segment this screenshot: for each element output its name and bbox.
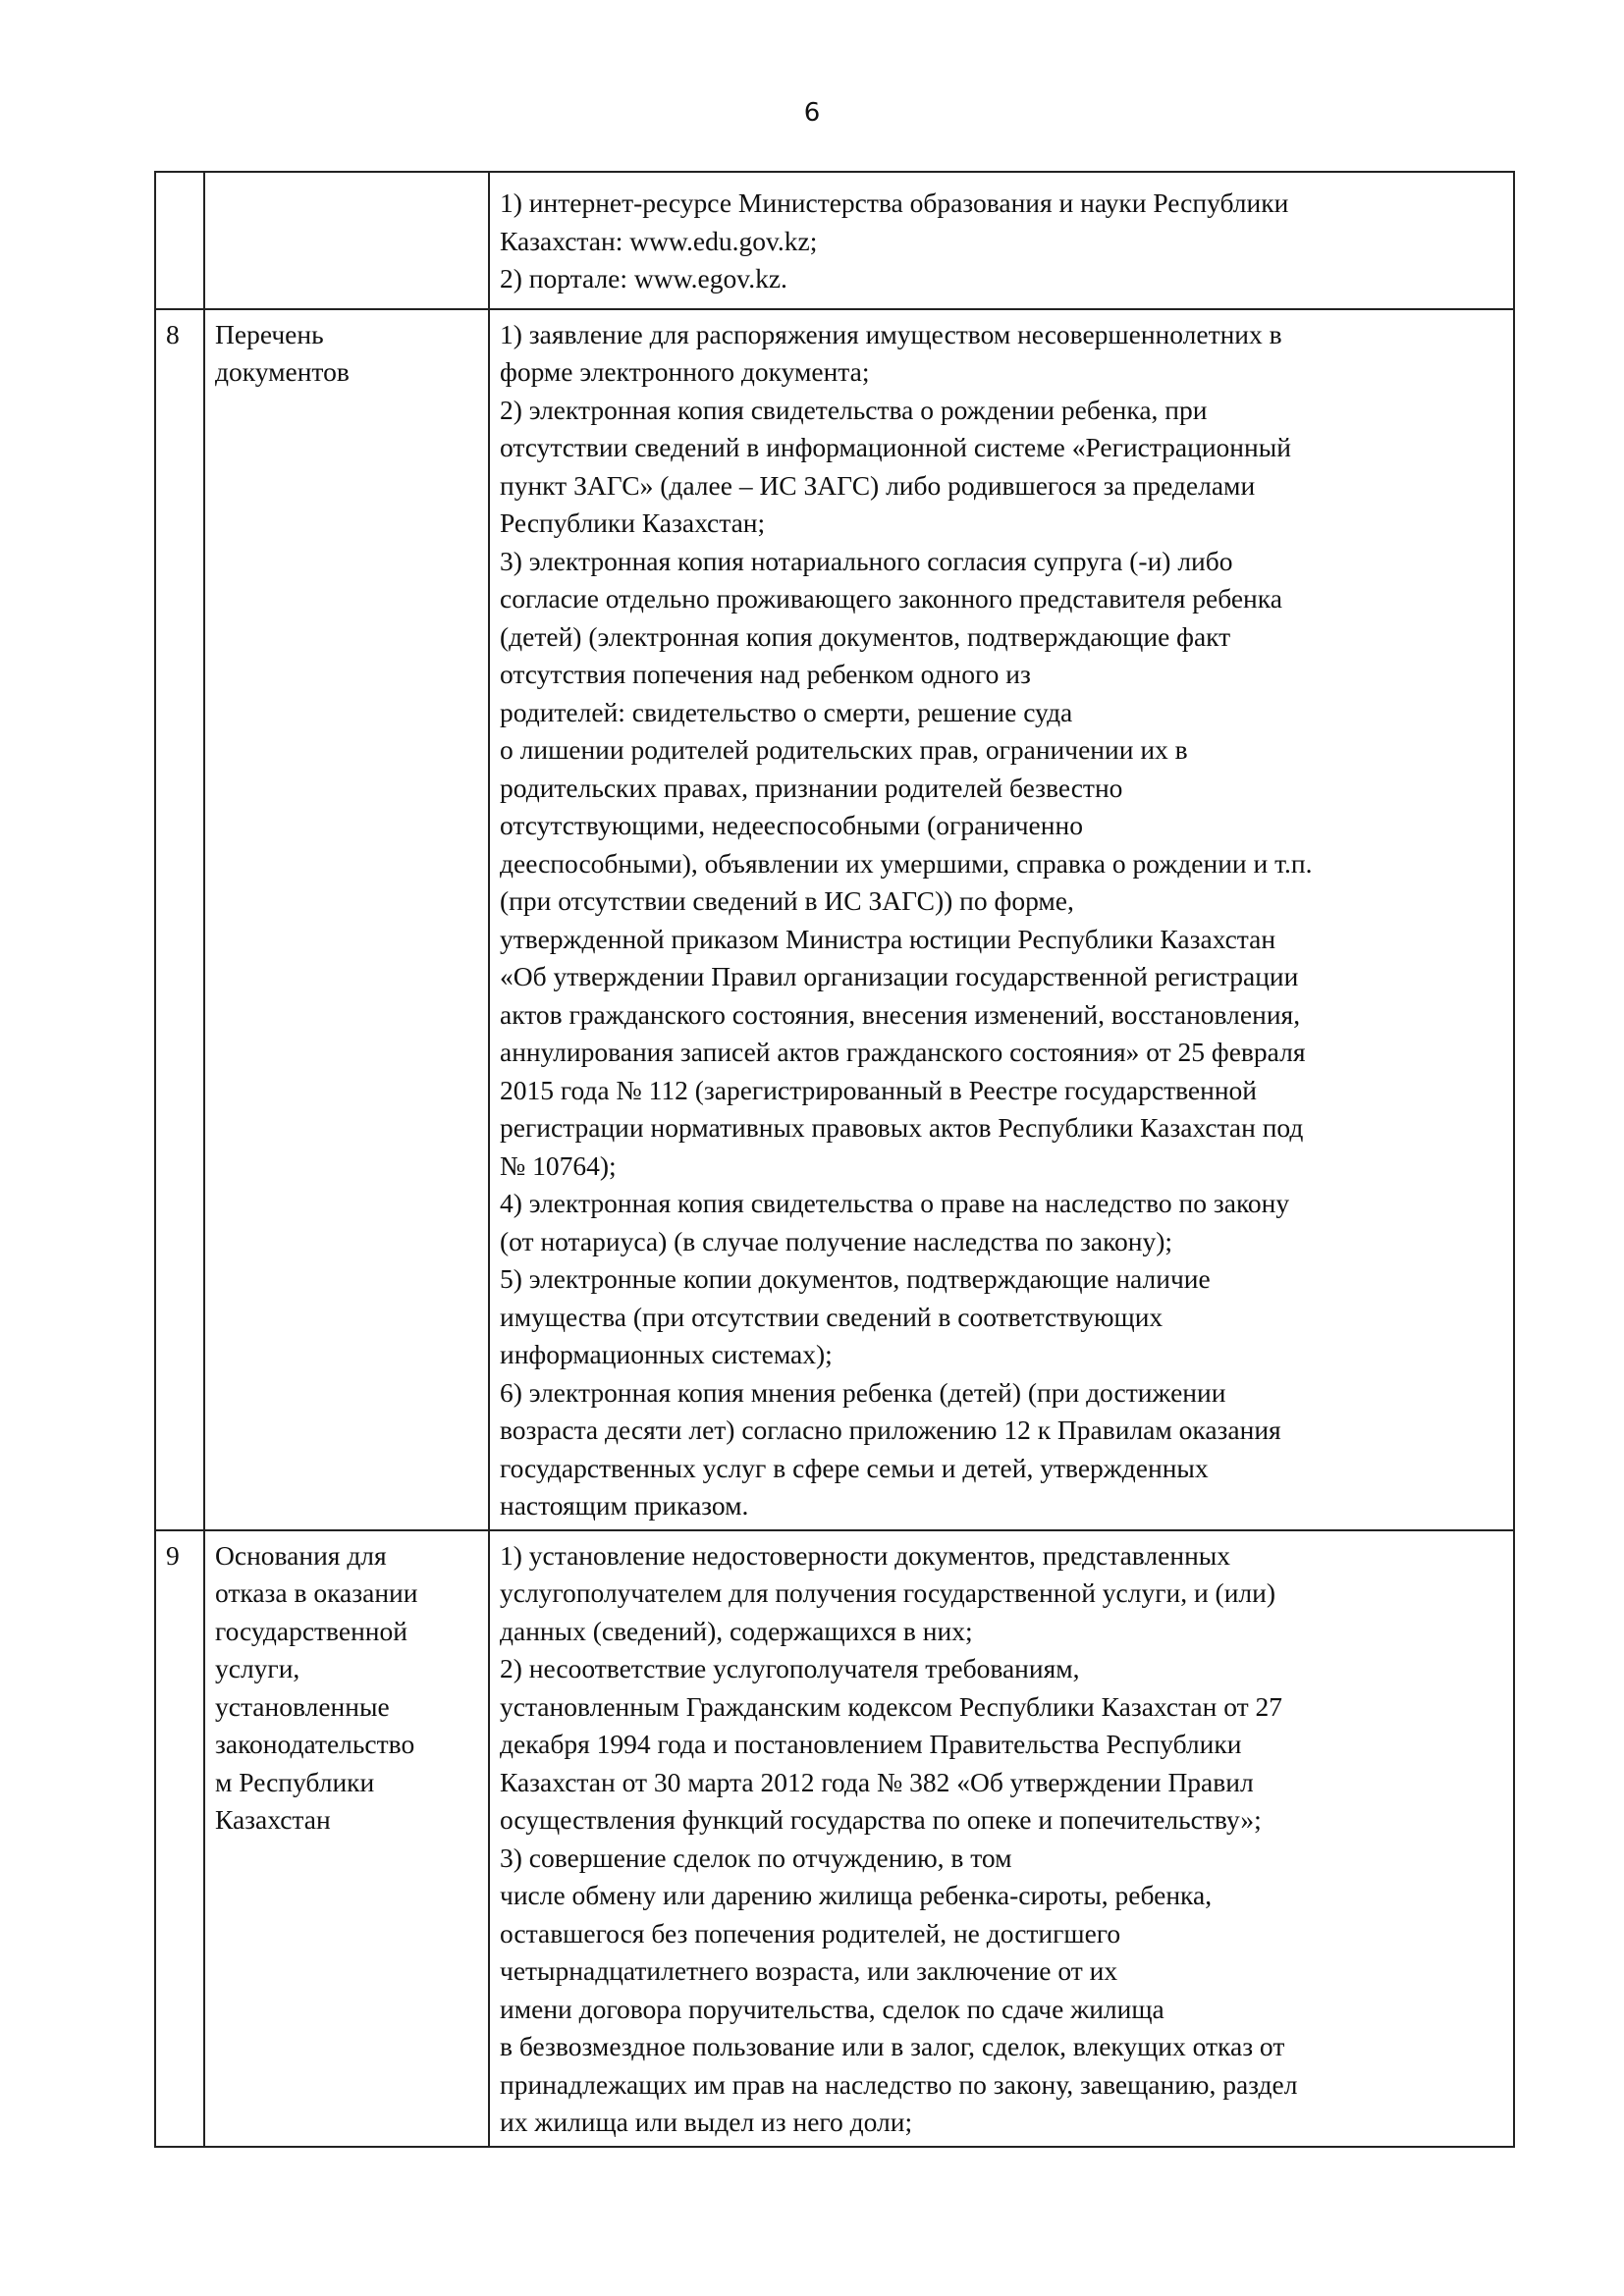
row-content-line: Казахстан: www.edu.gov.kz; xyxy=(500,225,818,256)
row-content-line: 2) несоответствие услугополучателя требованиям, xyxy=(500,1653,1080,1683)
row-content-line: 3) электронная копия нотариального согласия супруга (-и) либо xyxy=(500,545,1233,576)
row-content-line: информационных системах); xyxy=(500,1339,833,1369)
row-content-line: установленным Гражданским кодексом Республики Казахстан от 27 xyxy=(500,1690,1283,1722)
row-content-cell xyxy=(489,309,1514,1530)
row-content-line: (от нотариуса) (в случае получение наследства по закону); xyxy=(500,1225,1173,1256)
table-row-continuation xyxy=(155,172,1514,309)
row-content-line: 4) электронная копия свидетельства о праве на наследство по закону xyxy=(500,1188,1290,1218)
row-title-line: государственной xyxy=(215,1615,407,1646)
row-content-line: родителей: свидетельство о смерти, решение суда xyxy=(500,696,1073,727)
row-content-line: аннулирования записей актов гражданского состояния» от 25 февраля xyxy=(500,1037,1306,1067)
row-content-line: родительских правах, признании родителей безвестно xyxy=(500,772,1123,803)
table-row-refusal-grounds xyxy=(155,1530,1514,2147)
row-content-line: услугополучателем для получения государственной услуги, и (или) xyxy=(500,1577,1276,1608)
row-title-line: Перечень xyxy=(215,318,324,349)
row-content-line: четырнадцатилетнего возраста, или заключение от их xyxy=(500,1955,1118,1986)
row-content-line: № 10764); xyxy=(500,1149,617,1181)
row-number-cell xyxy=(155,172,204,309)
row-title-line: м Республики xyxy=(215,1766,375,1797)
row-content-line: 1) интернет-ресурсе Министерства образования и науки Республики xyxy=(500,187,1289,218)
row-content-line: о лишении родителей родительских прав, ограничении их в xyxy=(500,734,1188,765)
row-title-cell xyxy=(204,1530,489,2147)
row-content-line: отсутствующими, недееспособными (ограниченно xyxy=(500,810,1083,840)
row-content-line: форме электронного документа; xyxy=(500,356,870,387)
row-content-line: пункт ЗАГС» (далее – ИС ЗАГС) либо родившегося за пределами xyxy=(500,469,1256,501)
row-title-cell xyxy=(204,309,489,1530)
row-content-line: 1) заявление для распоряжения имуществом несовершеннолетних в xyxy=(500,318,1282,349)
row-content-line: 2) электронная копия свидетельства о рождении ребенка, при xyxy=(500,394,1208,425)
row-content-line: (при отсутствии сведений в ИС ЗАГС)) по форме, xyxy=(500,885,1074,916)
row-title-cell xyxy=(204,172,489,309)
row-content-line: регистрации нормативных правовых актов Республики Казахстан под xyxy=(500,1112,1304,1143)
row-content-line: имени договора поручительства, сделок по сдаче жилища xyxy=(500,1993,1164,2024)
service-standard-table xyxy=(154,171,1515,2148)
row-content-line: государственных услуг в сфере семьи и детей, утвержденных xyxy=(500,1452,1209,1483)
row-content-line: актов гражданского состояния, внесения изменений, восстановления, xyxy=(500,998,1301,1030)
row-title-line: документов xyxy=(215,356,350,387)
row-content-line: оставшегося без попечения родителей, не достигшего xyxy=(500,1917,1121,1949)
row-content-line: отсутствии сведений в информационной системе «Регистрационный xyxy=(500,432,1291,462)
row-content-line: (детей) (электронная копия документов, подтверждающие факт xyxy=(500,620,1231,652)
row-number-cell: 9 xyxy=(155,1530,204,2147)
row-content-line: возраста десяти лет) согласно приложению 12 к Правилам оказания xyxy=(500,1415,1281,1445)
row-content-line: осуществления функций государства по опеке и попечительству»; xyxy=(500,1804,1262,1835)
row-content-line: в безвозмездное пользование или в залог, сделок, влекущих отказ от xyxy=(500,2031,1285,2061)
row-content-line: 6) электронная копия мнения ребенка (детей) (при достижении xyxy=(500,1376,1226,1408)
row-content-cell xyxy=(489,1530,1514,2147)
row-content-cell xyxy=(489,172,1514,309)
row-content-line: Республики Казахстан; xyxy=(500,507,766,538)
row-content-line: 2) портале: www.egov.kz. xyxy=(500,263,787,294)
row-content-line: 1) установление недостоверности документов, представленных xyxy=(500,1539,1231,1571)
row-title-line: установленные xyxy=(215,1690,390,1722)
row-content-line: 2015 года № 112 (зарегистрированный в Реестре государственной xyxy=(500,1074,1258,1105)
table-row-documents-list xyxy=(155,309,1514,1530)
row-content-line: дееспособными), объявлении их умершими, справка о рождении и т.п. xyxy=(500,847,1313,879)
row-title-line: Основания для xyxy=(215,1539,387,1571)
row-content-line: данных (сведений), содержащихся в них; xyxy=(500,1615,973,1646)
row-content-line: согласие отдельно проживающего законного представителя ребенка xyxy=(500,583,1282,614)
row-content-line: принадлежащих им прав на наследство по закону, завещанию, раздел xyxy=(500,2068,1298,2100)
row-content-line: числе обмену или дарению жилища ребенка-сироты, ребенка, xyxy=(500,1880,1213,1910)
row-content-line: Казахстан от 30 марта 2012 года № 382 «Об утверждении Правил xyxy=(500,1766,1254,1797)
row-content-line: отсутствия попечения над ребенком одного из xyxy=(500,659,1031,689)
row-content-line: декабря 1994 года и постановлением Правительства Республики xyxy=(500,1729,1242,1759)
row-content-line: имущества (при отсутствии сведений в соответствующих xyxy=(500,1301,1164,1332)
row-content-line: утвержденной приказом Министра юстиции Республики Казахстан xyxy=(500,923,1276,954)
row-content-line: 3) совершение сделок по отчуждению, в том xyxy=(500,1842,1012,1873)
row-number-cell: 8 xyxy=(155,309,204,1530)
row-content-line: «Об утверждении Правил организации государственной регистрации xyxy=(500,961,1299,991)
row-title-line: услуги, xyxy=(215,1653,300,1683)
row-content-line: настоящим приказом. xyxy=(500,1490,749,1521)
page-number: 6 xyxy=(803,98,821,128)
row-content-line: их жилища или выдел из него доли; xyxy=(500,2107,913,2137)
row-title-line: Казахстан xyxy=(215,1804,331,1835)
row-title-line: отказа в оказании xyxy=(215,1577,418,1608)
row-content-line: 5) электронные копии документов, подтверждающие наличие xyxy=(500,1263,1211,1294)
row-title-line: законодательство xyxy=(215,1729,415,1759)
